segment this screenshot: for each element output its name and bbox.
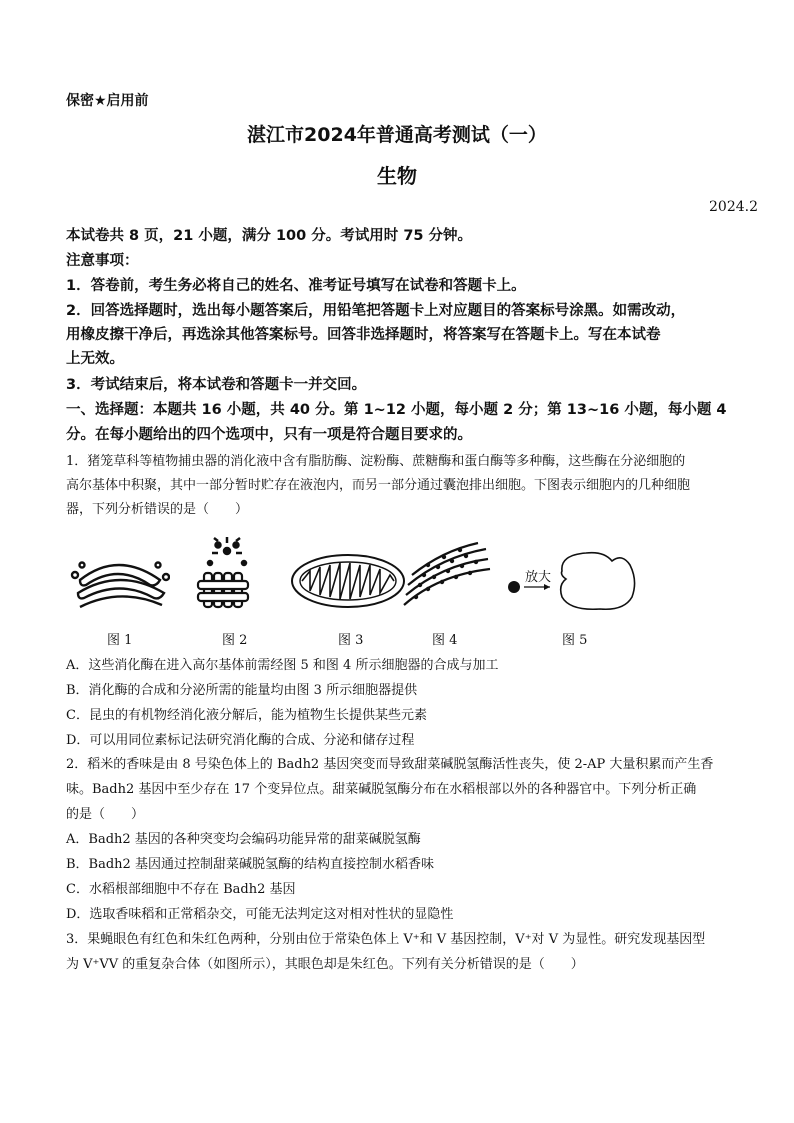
q2-option-c: C．水稻根部细胞中不存在 Badh2 基因 <box>66 882 296 897</box>
q3-stem-line-2: 为 V⁺VV 的重复杂合体（如图所示），其眼色却是朱红色。下列有关分析错误的是（ ） <box>66 957 584 972</box>
q1-stem-line-1: 1．猪笼草科等植物捕虫器的消化液中含有脂肪酶、淀粉酶、蔗糖酶和蛋白酶等多种酶，这些酶在分泌细胞的 <box>66 454 686 469</box>
q2-stem-line-1: 2．稻米的香味是由 8 号染色体上的 Badh2 基因突变而导致甜菜碱脱氢酶活性丧失，使 2-AP 大量积累而产生香 <box>66 757 714 772</box>
q1-option-d: D．可以用同位素标记法研究消化酶的合成、分泌和储存过程 <box>66 733 415 748</box>
notice-item-2-line-1: 2．回答选择题时，选出每小题答案后，用铅笔把答题卡上对应题目的答案标号涂黑。如需改动， <box>66 303 686 319</box>
notice-heading: 注意事项： <box>66 253 139 269</box>
fig4-rough-er-illustration <box>398 535 498 615</box>
subject-title: 生物 <box>377 164 417 188</box>
notice-item-1: 1．答卷前，考生务必将自己的姓名、准考证号填写在试卷和答题卡上。 <box>66 278 526 294</box>
fig2-centrosome-illustration <box>192 535 262 617</box>
fig1-golgi-illustration <box>70 535 170 615</box>
exam-date: 2024.2 <box>709 199 758 215</box>
notice-item-2-line-2: 用橡皮擦干净后，再选涂其他答案标号。回答非选择题时，将答案写在答题卡上。写在本试卷 <box>66 327 661 343</box>
q1-option-b: B．消化酶的合成和分泌所需的能量均由图 3 所示细胞器提供 <box>66 683 418 698</box>
q1-stem-line-3: 器，下列分析错误的是（ ） <box>66 502 249 517</box>
q2-stem-line-3: 的是（ ） <box>66 807 145 822</box>
notice-item-3: 3．考试结束后，将本试卷和答题卡一并交回。 <box>66 377 367 393</box>
fig2-caption: 图 2 <box>222 633 248 648</box>
q2-option-a: A．Badh2 基因的各种突变均会编码功能异常的甜菜碱脱氢酶 <box>66 832 421 847</box>
q1-stem-line-2: 高尔基体中积聚，其中一部分暂时贮存在液泡内，而另一部分通过囊泡排出细胞。下图表示细胞内的几种细胞 <box>66 478 691 493</box>
q3-stem-line-1: 3．果蝇眼色有红色和朱红色两种，分别由位于常染色体上 V⁺和 V 基因控制，V⁺对 V 为显性。研究发现基因型 <box>66 932 706 947</box>
notice-intro: 本试卷共 8 页，21 小题，满分 100 分。考试用时 75 分钟。 <box>66 228 473 244</box>
fig5-ribosome-illustration <box>500 535 640 615</box>
q2-option-b: B．Badh2 基因通过控制甜菜碱脱氢酶的结构直接控制水稻香味 <box>66 857 434 872</box>
confidential-label: 保密★启用前 <box>66 93 149 109</box>
q1-option-a: A．这些消化酶在进入高尔基体前需经图 5 和图 4 所示细胞器的合成与加工 <box>66 658 499 673</box>
section-1-line-2: 分。在每小题给出的四个选项中，只有一项是符合题目要求的。 <box>66 427 472 443</box>
fig1-caption: 图 1 <box>107 633 133 648</box>
fig3-mitochondrion-illustration <box>288 535 408 615</box>
exam-title: 湛江市2024年普通高考测试（一） <box>247 124 547 146</box>
fig4-caption: 图 4 <box>432 633 458 648</box>
fig5-enlarge-label: 放大 <box>525 570 552 585</box>
q1-option-c: C．昆虫的有机物经消化液分解后，能为植物生长提供某些元素 <box>66 708 427 723</box>
section-1-line-1: 一、选择题：本题共 16 小题，共 40 分。第 1~12 小题，每小题 2 分；第 13~16 小题，每小题 4 <box>66 402 727 418</box>
q2-stem-line-2: 味。Badh2 基因中至少存在 17 个变异位点。甜菜碱脱氢酶分布在水稻根部以外的各种器官中。下列分析正确 <box>66 782 697 797</box>
fig3-caption: 图 3 <box>338 633 364 648</box>
notice-item-2-line-3: 上无效。 <box>66 351 124 367</box>
fig5-caption: 图 5 <box>562 633 588 648</box>
q2-option-d: D．选取香味稻和正常稻杂交，可能无法判定这对相对性状的显隐性 <box>66 907 454 922</box>
